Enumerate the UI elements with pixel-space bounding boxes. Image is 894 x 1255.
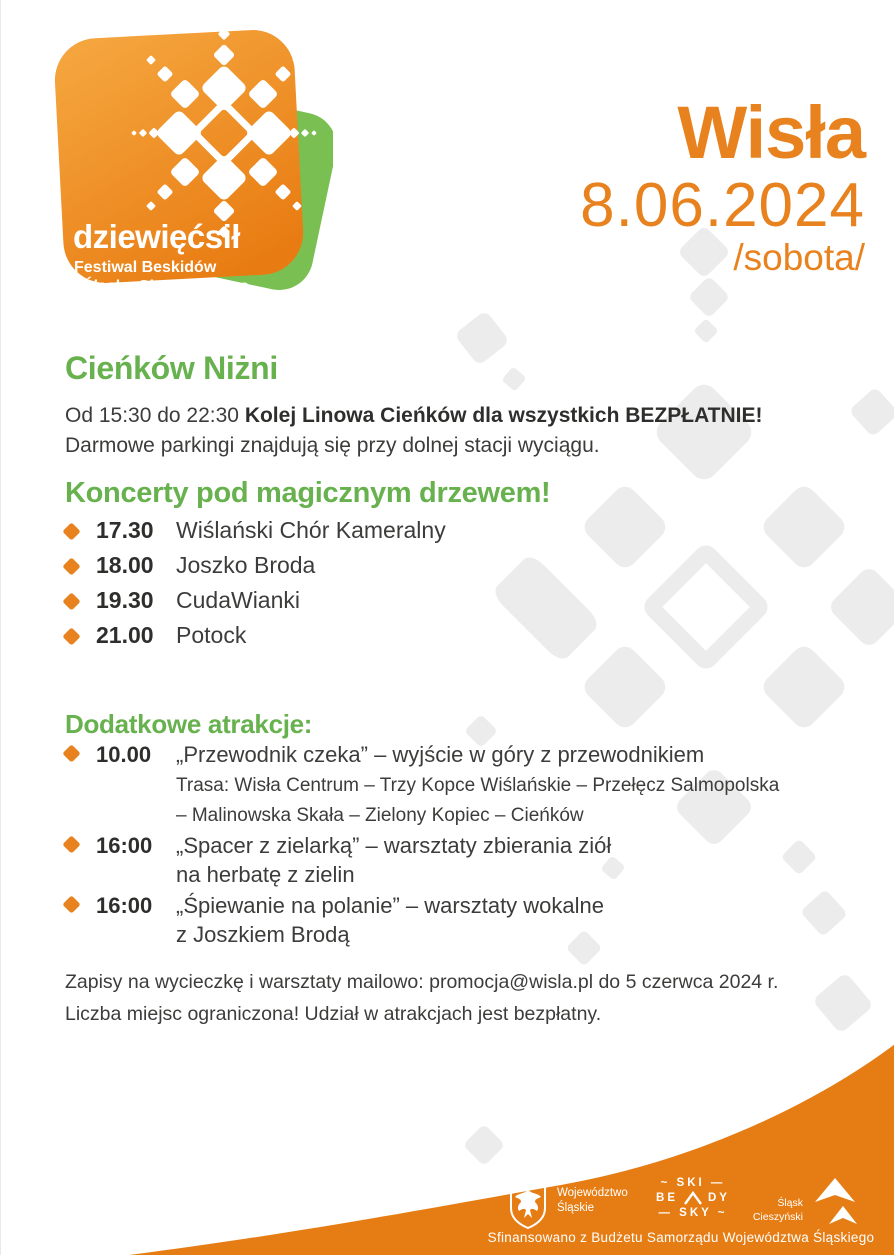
watermark-diamond [781,839,818,876]
attraction-continuation: z Joszkiem Brodą [176,922,350,947]
watermark-diamond [490,552,601,663]
slask-line2: Cieszyński [752,1210,803,1223]
concert-row [65,623,446,647]
logo-title: dziewięćsił [73,218,240,255]
registration-note [65,966,778,1030]
diamond-bullet-icon [62,835,80,853]
watermark-diamond [501,366,526,391]
sponsor-band [1,1040,894,1255]
attraction-detail: Trasa: Wisła Centrum – Trzy Kopce Wiślańskie – Przełęcz Salmopolska [176,775,780,796]
sponsor-wojewodztwo-line2: Śląskie [557,1201,595,1214]
mountains-icon [807,1176,863,1228]
attraction-row [65,831,779,889]
section-title-concerts: Koncerty pod magicznym drzewem! [65,477,551,509]
beskidy-row3: — SKY ~ [658,1206,728,1219]
sponsor-wojewodztwo-line1: Województwo [557,1187,628,1199]
attraction-text [176,831,611,889]
diamond-bullet-icon [62,557,80,575]
concert-row [65,553,446,577]
watermark-diamond [759,642,850,733]
diamond-bullet-icon [62,522,80,540]
watermark-diamond [759,482,850,573]
diamond-bullet-icon [62,895,80,913]
beskidy-be: BE [656,1191,678,1204]
watermark-ring-diamond [640,541,773,674]
attraction-continuation: na herbatę z zielin [176,862,355,887]
attraction-row [65,891,779,949]
watermark-diamond [454,310,510,366]
watermark-diamond [693,318,718,343]
watermark-diamond [580,482,671,573]
cienkow-info [65,401,763,461]
beskidy-sky-logo [635,1175,751,1220]
attraction-title: „Śpiewanie na polanie” – warsztaty wokalne [176,893,605,918]
beskidy-row1: ~ SKI — [660,1176,726,1189]
attraction-row [65,740,779,829]
logo-subtitle [74,259,249,297]
diamond-bullet-icon [62,592,80,610]
watermark-diamond [688,276,730,318]
diamond-bullet-icon [62,627,80,645]
watermark-diamond [827,565,894,650]
concert-time: 21.00 [96,622,154,648]
watermark-diamond [580,642,671,733]
attraction-time: 16:00 [96,893,153,918]
sponsor-wojewodztwo-label [557,1186,628,1216]
eagle-emblem-icon [509,1180,547,1230]
attraction-time: 10.00 [96,742,152,767]
registration-note-line2: Liczba miejsc ograniczona! Udział w atrakcjach jest bezpłatny. [65,1003,602,1025]
concert-list [65,518,446,658]
concert-time: 19.30 [96,587,154,613]
attraction-text [176,740,779,829]
watermark-diamond [800,889,848,937]
attraction-detail: – Malinowska Skała – Zielony Kopiec – Cieńków [176,805,584,826]
slask-line1: Śląsk [777,1197,803,1209]
attraction-time: 16:00 [96,833,153,858]
concert-time: 17.30 [96,517,154,543]
attraction-title: „Przewodnik czeka” – wyjście w góry z przewodnikiem [176,742,705,767]
concert-row [65,588,446,612]
event-header [580,91,865,279]
attraction-list [65,740,779,951]
registration-note-line1: Zapisy na wycieczkę i warsztaty mailowo: promocja@wisla.pl do 5 czerwca 2024 r. [65,971,779,993]
concert-time: 18.00 [96,552,154,578]
event-date: 8.06.2024 [580,171,865,240]
funding-credit: Sfinansowano z Budżetu Samorządu Województwa Śląskiego [487,1230,875,1245]
festival-logo [51,30,333,318]
beskidy-row2 [635,1190,751,1205]
watermark-diamond [849,387,894,438]
attraction-text [176,891,604,949]
logo-subtitle-line1: Festiwal Beskidów [74,259,217,276]
event-city: Wisła [677,91,865,174]
slask-cieszynski-label [741,1197,803,1224]
attraction-title: „Spacer z zielarką” – warsztaty zbierania ziół [176,833,612,858]
concert-name: CudaWianki [176,587,300,613]
section-title-attractions: Dodatkowe atrakcje: [65,709,313,739]
concert-name: Joszko Broda [176,552,316,578]
cienkow-info-parking: Darmowe parkingi znajdują się przy dolnej stacji wyciągu. [65,434,600,457]
concert-row [65,518,446,542]
cienkow-info-highlight: Kolej Linowa Cieńków dla wszystkich BEZPŁATNIE! [244,404,763,427]
concert-name: Potock [176,622,247,648]
mountain-peak-icon [683,1191,703,1205]
cienkow-info-time: Od 15:30 do 22:30 [65,404,245,427]
watermark-diamond [812,972,874,1034]
logo-subtitle-line2: i Śląska Cieszyńskiego [74,277,250,295]
event-day: /sobota/ [733,237,865,279]
section-title-cienkow: Cieńków Niżni [65,350,279,386]
beskidy-dy: DY [708,1191,730,1204]
concert-name: Wiślański Chór Kameralny [176,517,446,543]
diamond-bullet-icon [62,744,80,762]
